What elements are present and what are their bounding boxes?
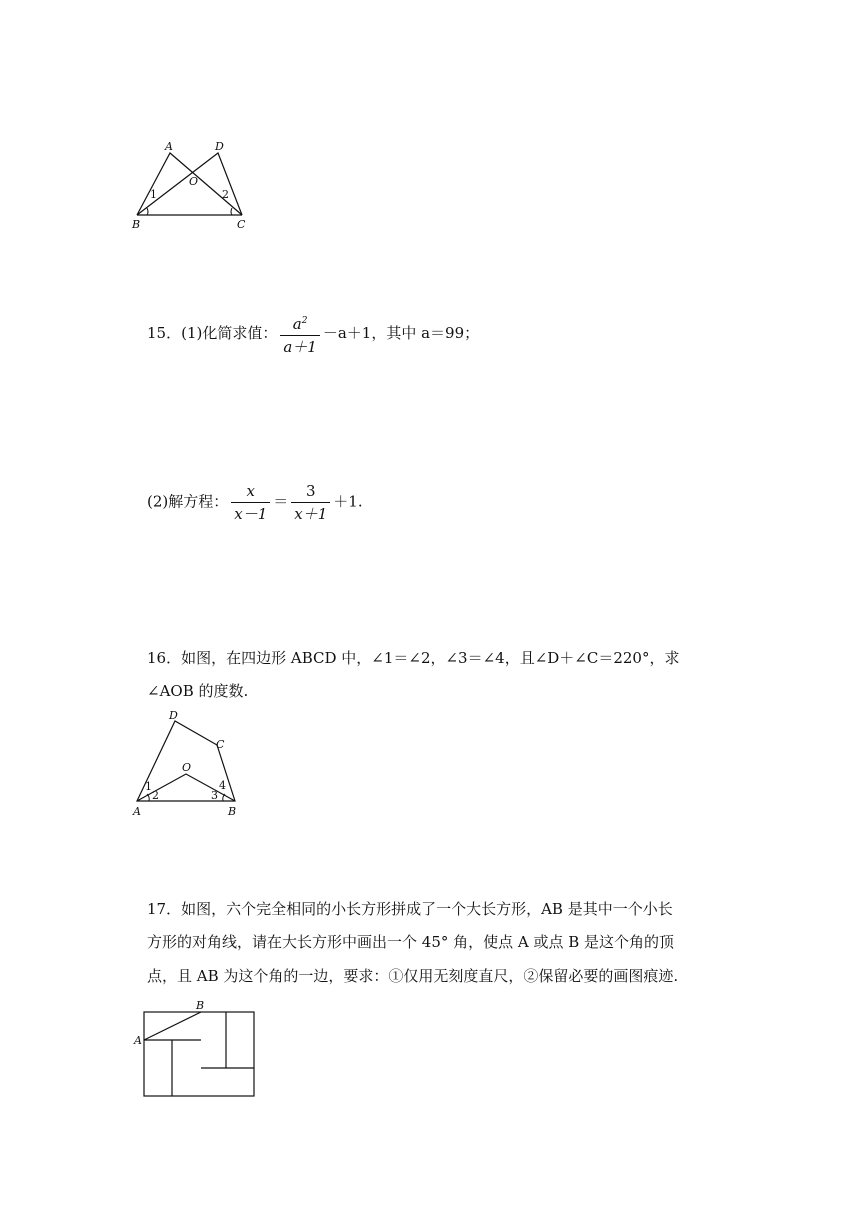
- question-17-line-2: 方形的对角线，请在大长方形中画出一个 45° 角，使点 A 或点 B 是这个角的顶: [147, 933, 675, 951]
- angle-label-3: 3: [211, 789, 218, 802]
- diagonal-ab: [144, 1012, 201, 1040]
- angle-label-1: 1: [145, 780, 152, 793]
- angle-label-2: 2: [152, 789, 159, 802]
- question-16-line-2: ∠AOB 的度数.: [147, 682, 249, 700]
- frac1-den: a＋1: [283, 338, 317, 356]
- label-b: B: [196, 999, 205, 1012]
- figure-triangles-abdc: [125, 138, 255, 233]
- question-17-line-1: 17．如图，六个完全相同的小长方形拼成了一个大长方形，AB 是其中一个小长: [147, 900, 673, 918]
- frac2-den: x－1: [234, 505, 268, 523]
- fraction-x-over-x-minus-1: [231, 482, 270, 523]
- label-a: A: [165, 140, 173, 153]
- label-d: D: [169, 709, 178, 722]
- q15-part1-tail: －a＋1，其中 a＝99；: [322, 324, 480, 342]
- q15-part1-prefix: (1)化简求值：: [181, 324, 278, 342]
- label-o: O: [182, 761, 192, 774]
- frac1-num-exp: 2: [301, 316, 308, 326]
- figure-six-rectangles: [130, 998, 260, 1102]
- label-b: B: [228, 805, 237, 818]
- angle-label-1: 1: [150, 188, 157, 201]
- frac2-num: x: [231, 482, 270, 503]
- label-c: C: [216, 738, 225, 751]
- label-o: O: [189, 175, 199, 188]
- large-rectangle: [144, 1012, 254, 1096]
- question-15-number: 15．: [147, 324, 182, 342]
- q15-part2-tail: ＋1.: [333, 492, 363, 511]
- angle-1-arc: [147, 208, 148, 215]
- figure-quadrilateral-abcd: [125, 708, 245, 820]
- label-a: A: [134, 1034, 142, 1047]
- label-a: A: [133, 805, 141, 818]
- label-d: D: [215, 140, 224, 153]
- label-b: B: [132, 218, 141, 231]
- frac1-num-base: a: [292, 315, 302, 333]
- question-16-line-1: 16．如图，在四边形 ABCD 中，∠1＝∠2，∠3＝∠4，且∠D＋∠C＝220°，求: [147, 649, 680, 667]
- q15-part2-prefix: (2)解方程：: [147, 492, 229, 511]
- question-17-line-3: 点，且 AB 为这个角的一边，要求：①仅用无刻度直尺，②保留必要的画图痕迹.: [147, 967, 679, 985]
- equals-sign: ＝: [273, 492, 289, 511]
- question-15-part-2: [147, 482, 363, 523]
- angle-label-2: 2: [222, 188, 229, 201]
- frac3-num: 3: [291, 482, 330, 503]
- frac3-den: x＋1: [294, 505, 328, 523]
- question-15-part-1: [147, 312, 479, 356]
- fraction-a-squared-over-a-plus-1: [280, 312, 320, 356]
- angle-2-arc: [231, 208, 232, 215]
- angle-label-4: 4: [219, 779, 226, 792]
- fraction-3-over-x-plus-1: [291, 482, 330, 523]
- label-c: C: [237, 218, 246, 231]
